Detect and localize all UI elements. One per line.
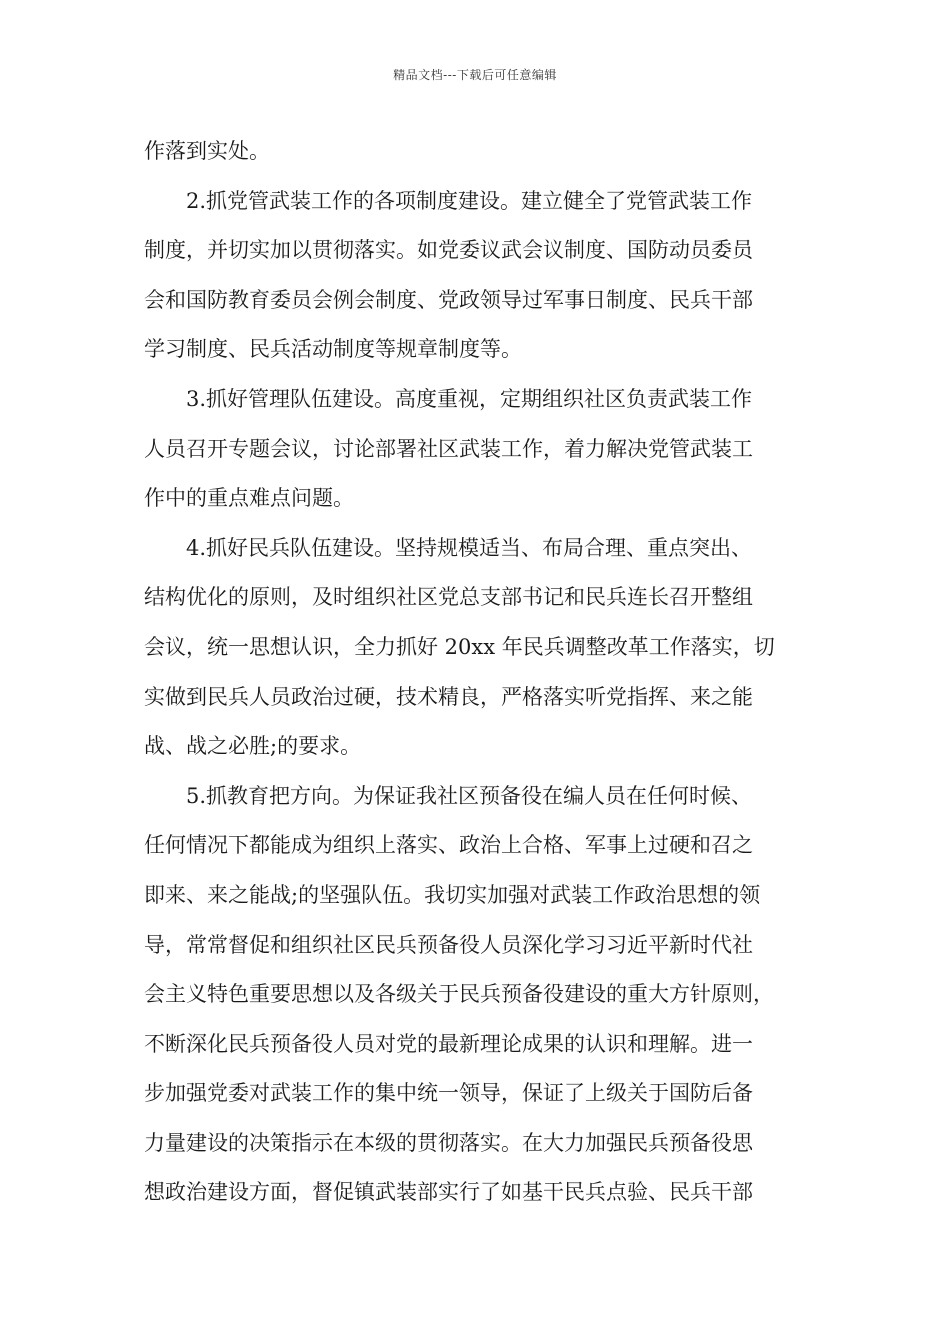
page-header: 精品文档---下载后可任意编辑: [393, 68, 557, 82]
paragraph-line: 学习制度、民兵活动制度等规章制度等。: [144, 337, 522, 362]
paragraph-line: 战、战之必胜;的要求。: [144, 734, 362, 759]
paragraph-line: 不断深化民兵预备役人员对党的最新理论成果的认识和理解。进一: [144, 1031, 753, 1056]
paragraph-line: 会主义特色重要思想以及各级关于民兵预备役建设的重大方针原则，: [144, 982, 774, 1007]
paragraph-line: 即来、来之能战;的坚强队伍。我切实加强对武装工作政治思想的领: [144, 882, 761, 907]
paragraph-line: 制度，并切实加以贯彻落实。如党委议武会议制度、国防动员委员: [144, 238, 753, 263]
paragraph-line: 任何情况下都能成为组织上落实、政治上合格、军事上过硬和召之: [144, 833, 753, 858]
paragraph-first-line: 4.抓好民兵队伍建设。坚持规模适当、布局合理、重点突出、: [186, 535, 753, 560]
paragraph-line: 人员召开专题会议，讨论部署社区武装工作，着力解决党管武装工: [144, 436, 753, 461]
paragraph-line: 导，常常督促和组织社区民兵预备役人员深化学习习近平新时代社: [144, 932, 753, 957]
paragraph-line: 想政治建设方面，督促镇武装部实行了如基干民兵点验、民兵干部: [144, 1180, 753, 1205]
paragraph-line: 实做到民兵人员政治过硬，技术精良，严格落实听党指挥、来之能: [144, 684, 753, 709]
paragraph-first-line: 5.抓教育把方向。为保证我社区预备役在编人员在任何时候、: [186, 783, 753, 808]
paragraph-line: 力量建设的决策指示在本级的贯彻落实。在大力加强民兵预备役思: [144, 1130, 753, 1155]
paragraph-line: 作落到实处。: [144, 139, 270, 163]
paragraph-line: 会议，统一思想认识，全力抓好 20xx 年民兵调整改革工作落实，切: [144, 634, 775, 659]
paragraph-line: 结构优化的原则，及时组织社区党总支部书记和民兵连长召开整组: [144, 585, 753, 610]
paragraph-line: 步加强党委对武装工作的集中统一领导，保证了上级关于国防后备: [144, 1081, 753, 1106]
paragraph-first-line: 3.抓好管理队伍建设。高度重视，定期组织社区负责武装工作: [186, 386, 753, 411]
paragraph-line: 作中的重点难点问题。: [144, 486, 354, 511]
paragraph-first-line: 2.抓党管武装工作的各项制度建设。建立健全了党管武装工作: [186, 188, 753, 213]
paragraph-line: 会和国防教育委员会例会制度、党政领导过军事日制度、民兵干部: [144, 287, 753, 312]
document-body: [144, 131, 808, 1222]
